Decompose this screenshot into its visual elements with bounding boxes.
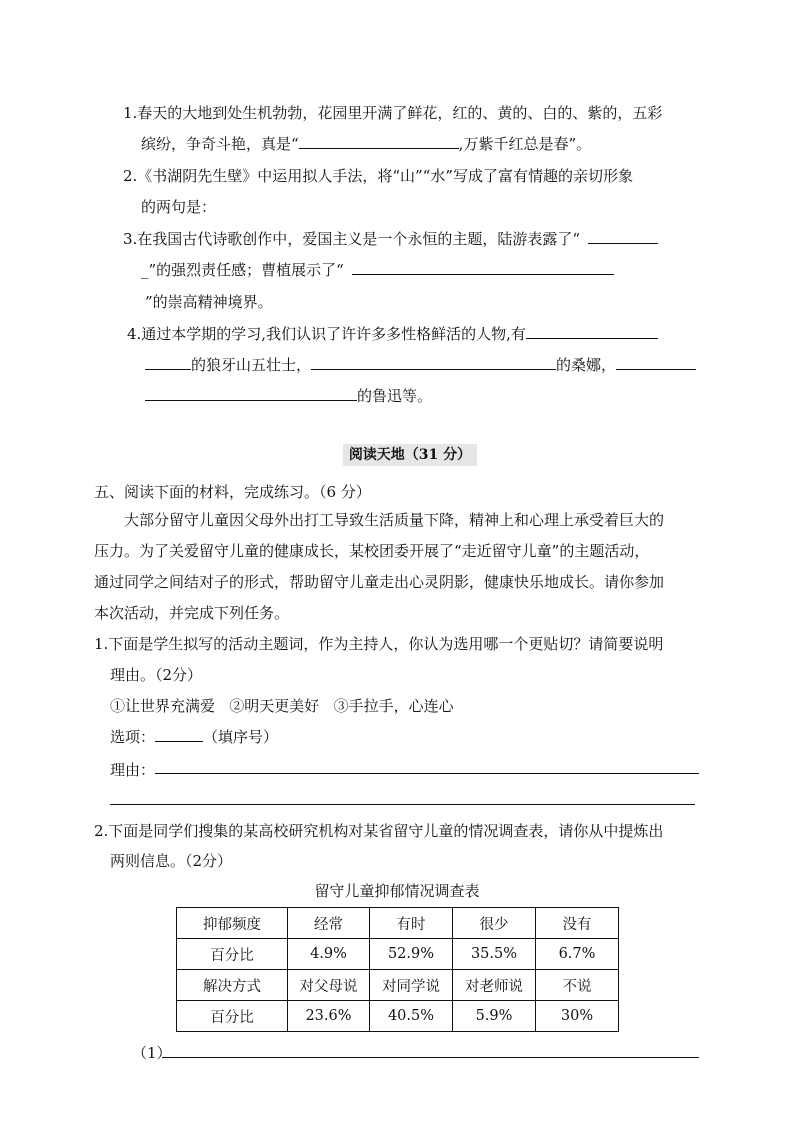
table-cell: 52.9% bbox=[370, 939, 453, 970]
fill-item-3-line3: ”的崇高精神境界。 bbox=[145, 293, 273, 311]
fill-item-4-line1 bbox=[127, 323, 658, 344]
answer-1-line[interactable] bbox=[162, 1057, 699, 1058]
fill-item-3-line2 bbox=[141, 259, 614, 280]
table-cell: 40.5% bbox=[370, 1001, 453, 1032]
section-title: 阅读天地（31 分） bbox=[343, 444, 477, 466]
table-cell: 30% bbox=[536, 1001, 619, 1032]
fill-item-4-line3 bbox=[145, 385, 432, 406]
question-5-title: 五、阅读下面的材料，完成练习。（6 分） bbox=[94, 483, 371, 501]
passage-line-2: 压力。为了关爱留守儿童的健康成长，某校团委开展了“走近留守儿童”的主题活动， bbox=[94, 542, 650, 560]
fill-item-4-line2 bbox=[145, 354, 696, 375]
sub-question-1-line2: 理由。（2分） bbox=[110, 666, 203, 684]
table-row bbox=[177, 970, 619, 1001]
sub-question-2-line1: 2.下面是同学们搜集的某高校研究机构对某省留守儿童的情况调查表，请你从中提炼出 bbox=[94, 822, 664, 840]
reason-answer-line-2[interactable] bbox=[110, 804, 695, 805]
answer-blank[interactable] bbox=[311, 355, 556, 370]
fill-item-4-text: 4.通过本学期的学习,我们认识了许许多多性格鲜活的人物,有 bbox=[127, 325, 526, 343]
table-row bbox=[177, 1001, 619, 1032]
passage-line-3: 通过同学之间结对子的形式，帮助留守儿童走出心灵阴影，健康快乐地成长。请你参加 bbox=[94, 573, 665, 591]
answer-blank[interactable] bbox=[588, 229, 658, 244]
table-cell: 很少 bbox=[453, 908, 536, 939]
fill-item-2-line1: 2.《书湖阴先生壁》中运用拟人手法，将“山”“水”写成了富有情趣的亲切形象 bbox=[123, 167, 633, 185]
answer-blank[interactable] bbox=[299, 134, 459, 149]
table-cell: 百分比 bbox=[177, 1001, 288, 1032]
table-cell: 没有 bbox=[536, 908, 619, 939]
fill-item-1-text-a: 缤纷，争奇斗艳，真是“ bbox=[141, 135, 299, 153]
fill-item-4-text-a: 的狼牙山五壮士， bbox=[191, 356, 312, 374]
fill-item-3-line1 bbox=[123, 228, 658, 249]
table-cell: 对父母说 bbox=[288, 970, 370, 1001]
reason-answer-line[interactable] bbox=[155, 773, 699, 774]
table-cell: 6.7% bbox=[536, 939, 619, 970]
survey-table bbox=[176, 907, 619, 1032]
table-cell: 有时 bbox=[370, 908, 453, 939]
answer-blank[interactable] bbox=[616, 355, 696, 370]
table-cell: 百分比 bbox=[177, 939, 288, 970]
choice-label: 选项： bbox=[110, 728, 156, 746]
sub-question-2-line2: 两则信息。（2分） bbox=[110, 852, 233, 870]
fill-item-4-text-c: 的鲁迅等。 bbox=[357, 387, 433, 405]
table-cell: 对老师说 bbox=[453, 970, 536, 1001]
answer-1-label: （1） bbox=[132, 1044, 172, 1062]
table-cell: 23.6% bbox=[288, 1001, 370, 1032]
table-row bbox=[177, 939, 619, 970]
fill-item-2-line2: 的两句是： bbox=[141, 198, 217, 216]
answer-blank[interactable] bbox=[352, 260, 614, 275]
answer-blank[interactable] bbox=[145, 355, 191, 370]
table-cell: 5.9% bbox=[453, 1001, 536, 1032]
reason-label: 理由： bbox=[110, 761, 156, 779]
passage-line-1: 大部分留守儿童因父母外出打工导致生活质量下降，精神上和心理上承受着巨大的 bbox=[124, 511, 665, 529]
choice-hint: （填序号） bbox=[203, 728, 279, 746]
passage-line-4: 本次活动，并完成下列任务。 bbox=[94, 604, 290, 622]
answer-blank[interactable] bbox=[145, 386, 357, 401]
choice-line bbox=[110, 726, 278, 747]
table-cell: 4.9% bbox=[288, 939, 370, 970]
fill-item-3-text: 3.在我国古代诗歌创作中，爱国主义是一个永恒的主题，陆游表露了“ bbox=[123, 230, 580, 248]
table-cell: 经常 bbox=[288, 908, 370, 939]
fill-item-1-text-b: ,万紫千红总是春”。 bbox=[458, 135, 592, 153]
answer-blank[interactable] bbox=[526, 324, 658, 339]
fill-item-3-text-a: _”的强烈责任感；曹植展示了“ bbox=[141, 261, 344, 279]
table-row bbox=[177, 908, 619, 939]
table-cell: 35.5% bbox=[453, 939, 536, 970]
fill-item-4-text-b: 的桑娜， bbox=[556, 356, 617, 374]
fill-item-1-line1: 1.春天的大地到处生机勃勃，花园里开满了鲜花，红的、黄的、白的、紫的，五彩 bbox=[123, 104, 663, 122]
fill-item-1-line2 bbox=[141, 133, 591, 154]
table-cell: 不说 bbox=[536, 970, 619, 1001]
theme-options: ①让世界充满爱 ②明天更美好 ③手拉手，心连心 bbox=[110, 697, 454, 715]
choice-blank[interactable] bbox=[155, 727, 203, 742]
sub-question-1-line1: 1.下面是学生拟写的活动主题词，作为主持人，你认为选用哪一个更贴切？请简要说明 bbox=[94, 635, 664, 653]
table-cell: 抑郁频度 bbox=[177, 908, 288, 939]
table-cell: 解决方式 bbox=[177, 970, 288, 1001]
table-caption: 留守儿童抑郁情况调查表 bbox=[314, 882, 480, 900]
table-cell: 对同学说 bbox=[370, 970, 453, 1001]
